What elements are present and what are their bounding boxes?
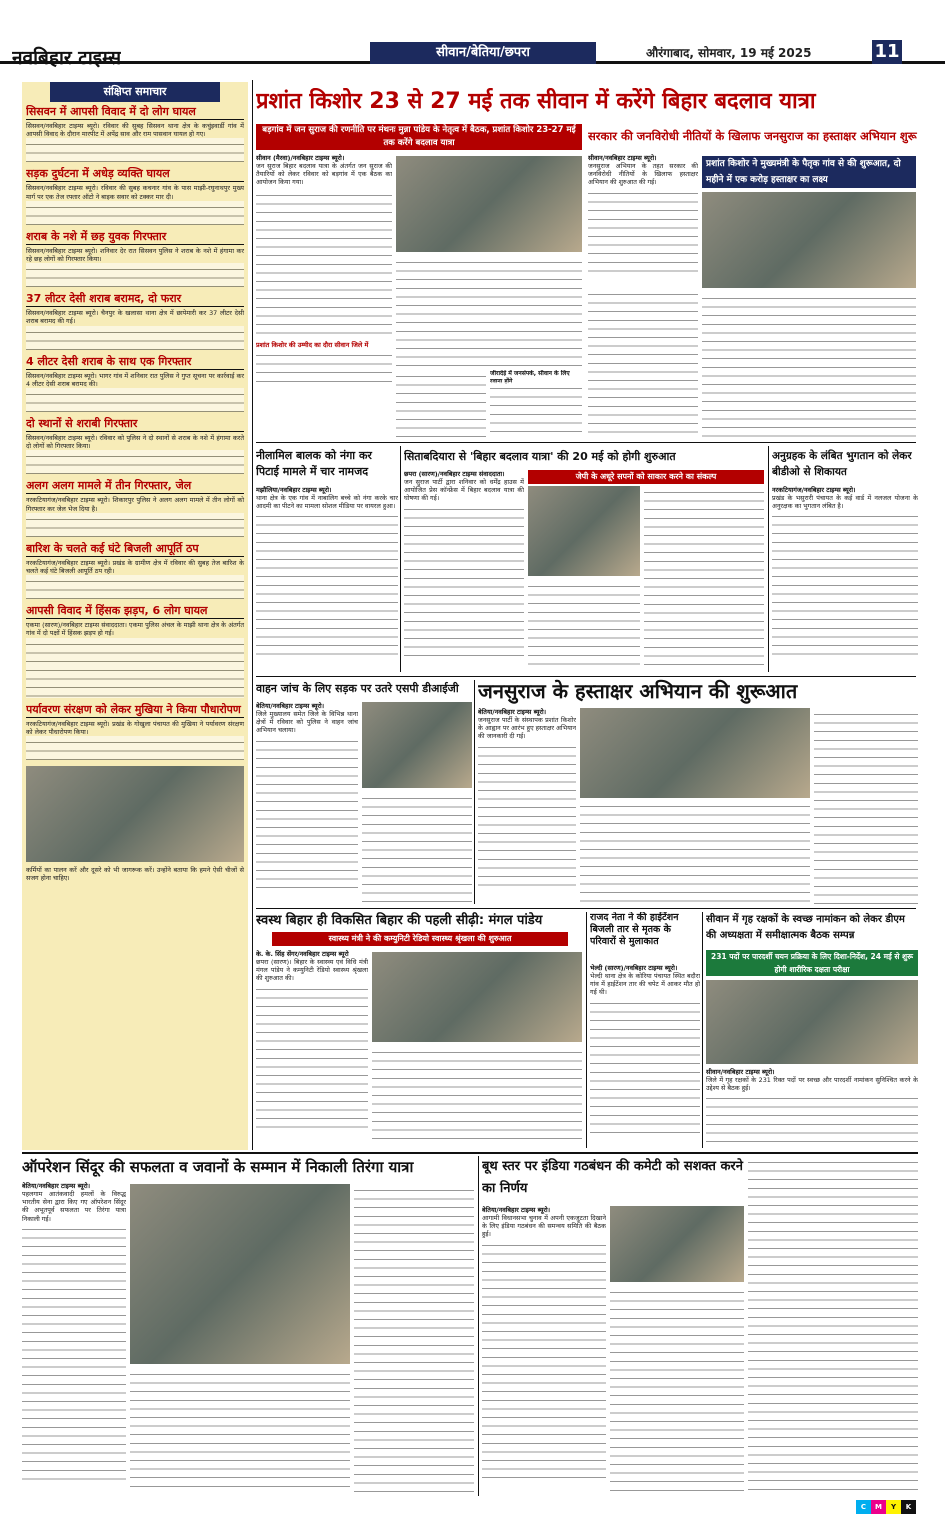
photo-caption: कर्मियों का पालन करें और दूसरे को भी जागरूक करें। उन्होंने बताया कि हमने ऐसी चीजों से सजग होना चाहिए। — [26, 866, 244, 883]
vahan-photo — [362, 702, 472, 788]
lead-rubric: बड़गांव में जन सुराज की रणनीति पर मंथनः मुन्ना पांडेय के नेतृत्व में बैठक, प्रशांत किशोर 23-27 मई तक करेंगे बदलाव यात्रा — [256, 124, 582, 150]
brief-title: सड़क दुर्घटना में अधेड़ व्यक्ति घायल — [26, 167, 244, 182]
sitab-headline: सिताबदियारा से 'बिहार बदलाव यात्रा' की 20 मई को होगी शुरुआत — [404, 450, 676, 463]
swasth-body — [256, 950, 368, 1146]
signature-text: जनसुराज अभियान के तहत सरकार की जनविरोधी नीतियों के खिलाफ हस्ताक्षर अभियान की शुरुआत की गई। — [588, 162, 698, 187]
anugrah-headline: अनुग्रहक के लंबित भुगतान को लेकर बीडीओ से शिकायत — [772, 450, 912, 478]
sitab-bar: जेपी के अधूरे सपनों को साकार करने का संकल्प — [528, 470, 764, 484]
brief-text: एकमा (सारण)/नवबिहार टाइम्स संवाददाता। एकमा पुलिस अंचल के माझी थाना क्षेत्र के अंतर्गत गांव में दो पक्षों में हिंसक झड़प हो गई। — [26, 621, 244, 638]
swasth-photo — [372, 952, 582, 1042]
signature-byline: सीवान/नवबिहार टाइम्स ब्यूरो। — [588, 154, 657, 162]
nilami-byline: मझौलिया/नवबिहार टाइम्स ब्यूरो। — [256, 486, 332, 494]
brief-title: 4 लीटर देसी शराब के साथ एक गिरफ्तार — [26, 355, 244, 370]
brief-title: सिसवन में आपसी विवाद में दो लोग घायल — [26, 105, 244, 120]
briefs-label: संक्षिप्त समाचार — [50, 82, 220, 102]
brief-text: सिसवन/नवबिहार टाइम्स ब्यूरो। चैनपुर के खलासा थाना क्षेत्र में छापेमारी कर 37 लीटर देसी शराब बरामद की गई। — [26, 309, 244, 326]
brief-text: सिसवन/नवबिहार टाइम्स ब्यूरो। शनिवार देर रात सिसवन पुलिस ने शराब के नशे में हंगामा कर रहे छह लोगों को गिरफ्तार किया। — [26, 246, 244, 264]
swasth-headline: स्वस्थ बिहार ही विकसित बिहार की पहली सीढ़ी: मंगल पांडेय — [256, 913, 543, 928]
paper-name: नवबिहार टाइम्स — [12, 47, 122, 69]
grihrakshak-byline: सीवान/नवबिहार टाइम्स ब्यूरो। — [706, 1068, 775, 1076]
brief-text: सिसवन/नवबिहार टाइम्स ब्यूरो। रविवार की सुबह सिसवन थाना क्षेत्र के कचुंइवार्डी गांव में आपसी विवाद के दौरान मारपीट में अपेंद्र साव और राम पासवान घायल हो गए। — [26, 122, 244, 139]
brief-item — [22, 352, 248, 414]
lead-byline: सीवान (मैरवा)/नवबिहार टाइम्स ब्यूरो। — [256, 154, 345, 162]
sitab-text: जन सुराज पार्टी द्वारा शनिवार को धर्मेंद्र हाउस में आयोजित प्रेस कॉन्फ्रेंस में बिहार बदलाव यात्रा की घोषणा की गई। — [404, 478, 524, 503]
grihrakshak-headline: सीवान में गृह रक्षकों के स्वच्छ नामांकन को लेकर डीएम की अध्यक्षता में समीक्षात्मक बैठक सम्पन्न — [706, 914, 905, 941]
brief-text: नरकटियागंज/नवबिहार टाइम्स ब्यूरो। प्रखंड के ग्रामीण क्षेत्र में रविवार की सुबह तेज बारिश के चलते कई घंटे बिजली आपूर्ति ठप रही। — [26, 558, 244, 576]
brief-text: नरकटियागंज/नवबिहार टाइम्स ब्यूरो। शिकारपुर पुलिस ने अलग अलग मामले में तीन लोगों को गिरफ्तार कर जेल भेज दिया है। — [26, 496, 244, 513]
grihrakshak-body — [706, 1068, 918, 1148]
nilami-headline: नीलामिल बालक को नंगा कर पिटाई मामले में चार नामजद — [256, 449, 372, 478]
brief-text: नरकटियागंज/नवबिहार टाइम्स ब्यूरो। प्रखंड के गोखुला पंचायत की मुखिया ने पर्यावरण संरक्षण को लेकर पौधारोपण किया। — [26, 719, 244, 736]
swasth-bar: स्वास्थ्य मंत्री ने की कम्युनिटी रेडियो स्वास्थ्य श्रृंखला की शुरुआत — [272, 932, 568, 946]
booth-photo — [610, 1206, 744, 1282]
booth-body — [482, 1206, 606, 1496]
cmyk-y: Y — [886, 1500, 901, 1514]
brief-item — [22, 164, 248, 226]
brief-title: अलग अलग मामले में तीन गिरफ्तार, जेल — [26, 479, 244, 494]
column-divider — [252, 80, 253, 1150]
signature-photo — [702, 192, 916, 288]
plantation-photo — [26, 766, 244, 862]
cmyk-m: M — [871, 1500, 886, 1514]
brief-item — [22, 700, 248, 762]
signature-headline: सरकार की जनविरोधी नीतियों के खिलाफ जनसुराज का हस्ताक्षर अभियान शुरू — [588, 129, 917, 143]
brief-title: पर्यावरण संरक्षण को लेकर मुखिया ने किया पौधारोपण — [26, 703, 244, 718]
jansuraj-headline: जनसुराज के हस्ताक्षर अभियान की शुरूआत — [478, 679, 798, 703]
lead-photo — [396, 156, 582, 252]
brief-item — [22, 102, 248, 164]
brief-title: शराब के नशे में छह युवक गिरफ्तार — [26, 230, 244, 245]
brief-title: आपसी विवाद में हिंसक झड़प, 6 लोग घायल — [26, 604, 244, 619]
brief-title: बारिश के चलते कई घंटे बिजली आपूर्ति ठप — [26, 542, 244, 557]
page-number: 11 — [872, 40, 902, 64]
brief-item — [22, 227, 248, 289]
booth-byline: बेतिया/नवबिहार टाइम्स ब्यूरो। — [482, 1206, 551, 1214]
nilami-body — [256, 486, 398, 672]
brief-title: 37 लीटर देसी शराब बरामद, दो फरार — [26, 292, 244, 307]
grihrakshak-bar: 231 पदों पर पारदर्शी चयन प्रक्रिया के लिए दिशा-निर्देश, 24 मई से शुरू होगी शारीरिक दक्षता परीक्षा — [706, 950, 918, 976]
sindoor-text: पहलगाम आतंकवादी हमलों के विरुद्ध भारतीय सेना द्वारा किए गए ऑपरेशन सिंदूर की अभूतपूर्व सफलता पर तिरंगा यात्रा निकाली गई। — [22, 1190, 126, 1223]
rajad-text: भेल्दी थाना क्षेत्र के कोरिया पंचायत स्थित बदौरा गांव में हाईटेंशन तार की चपेट में आकर मौत हो गई थी। — [590, 972, 700, 997]
lead-subhead: जीरादेई में जनसंपर्क, सीवान के लिए — [490, 370, 570, 377]
jansuraj-byline: बेतिया/नवबिहार टाइम्स ब्यूरो। — [478, 708, 547, 716]
vahan-headline: वाहन जांच के लिए सड़क पर उतरे एसपी डीआईजी — [256, 682, 459, 695]
brief-item — [22, 414, 248, 476]
swasth-byline: के. के. सिंह सेंगर/नवबिहार टाइम्स ब्यूरो — [256, 950, 349, 958]
grihrakshak-photo — [706, 980, 918, 1064]
cmyk-strip — [856, 1500, 916, 1514]
brief-text: सिसवन/नवबिहार टाइम्स ब्यूरो। रविवार को पुलिस ने दो स्थानों से शराब के नशे में हंगामा करते दो लोगों को गिरफ्तार किया। — [26, 434, 244, 451]
section-label: सीवान/बेतिया/छपरा — [370, 42, 596, 64]
edition-date: औरंगाबाद, सोमवार, 19 मई 2025 — [646, 46, 812, 60]
sindoor-headline: ऑपरेशन सिंदूर की सफलता व जवानों के सम्मान में निकाली तिरंगा यात्रा — [22, 1158, 414, 1176]
brief-title: दो स्थानों से शराबी गिरफ्तार — [26, 417, 244, 432]
nilami-text: थाना क्षेत्र के एक गांव में नाबालिग बच्चे को नंगा करके चार आदमी का पीटने का मामला सोशल मीडिया पर वायरल हुआ। — [256, 494, 398, 511]
brief-item — [22, 539, 248, 601]
lead-highlight: प्रशांत किशोर की उम्मीद का दौरा सीवान जिले में — [256, 340, 369, 349]
vahan-body — [256, 702, 358, 902]
cmyk-k: K — [901, 1500, 916, 1514]
jansuraj-text: जनसुराज पार्टी के संस्थापक प्रशांत किशोर के आह्वान पर आरंभ हुए हस्ताक्षर अभियान की जानकारी दी गई। — [478, 716, 576, 741]
booth-text: आगामी विधानसभा चुनाव में अपनी एकजुटता दिखाने के लिए इंडिया गठबंधन की समन्वय समिति की बैठक हुई। — [482, 1214, 606, 1239]
signature-text-block — [588, 154, 698, 284]
anugrah-text: प्रखंड के भसुरारी पंचायत के कई वार्ड में नलजल योजना के अनुरक्षक का भुगतान लंबित है। — [772, 494, 918, 511]
jansuraj-body — [478, 708, 576, 904]
cmyk-c: C — [856, 1500, 871, 1514]
vahan-text: जिले मुख्यालय समेत जिले के विभिन्न थाना क्षेत्रों में रविवार को पुलिस ने वाहन जांच अभियान चलाया। — [256, 710, 358, 735]
sindoor-byline: बेतिया/नवबिहार टाइम्स ब्यूरो। — [22, 1182, 91, 1190]
lead-columns — [396, 256, 582, 366]
anugrah-byline: नरकटियागंज/नवबिहार टाइम्स ब्यूरो। — [772, 486, 856, 494]
lead-headline: प्रशांत किशोर 23 से 27 मई तक सीवान में करेंगे बिहार बदलाव यात्रा — [256, 89, 816, 114]
brief-item — [22, 476, 248, 538]
news-briefs-column — [22, 82, 248, 1150]
booth-headline: बूथ स्तर पर इंडिया गठबंधन की कमेटी को सशक्त करने का निर्णय — [482, 1159, 743, 1196]
brief-item — [22, 601, 248, 699]
sitab-photo — [528, 486, 640, 576]
sitab-body — [404, 470, 524, 670]
lead-body — [256, 154, 392, 440]
jansuraj-photo — [580, 708, 810, 798]
anugrah-body — [772, 486, 918, 672]
signature-bar: प्रशांत किशोर ने मुख्यमंत्री के पैतृक गांव से की शुरूआत, दो महीने में एक करोड़ हस्ताक्षर का लक्ष्य — [702, 156, 916, 188]
swasth-text: छपरा (सारण)। बिहार के स्वास्थ्य एवं विधि मंत्री मंगल पांडेय ने कम्युनिटी रेडियो स्वास्थ्य श्रृंखला की शुरुआत की। — [256, 958, 368, 983]
brief-item — [22, 289, 248, 351]
rajad-byline: भेल्दी (सारण)/नवबिहार टाइम्स ब्यूरो। — [590, 964, 678, 972]
sitab-byline: छपरा (सारण)/नवबिहार टाइम्स संवाददाता। — [404, 470, 505, 478]
vahan-byline: बेतिया/नवबिहार टाइम्स ब्यूरो। — [256, 702, 325, 710]
sindoor-body — [22, 1182, 126, 1492]
sindoor-photo — [130, 1184, 350, 1364]
grihrakshak-text: जिले में गृह रक्षकों के 231 रिक्त पदों पर स्वच्छ और पारदर्शी नामांकन सुनिश्चित करने के उद्देश्य से बैठक हुई। — [706, 1076, 918, 1093]
brief-text: सिसवन/नवबिहार टाइम्स ब्यूरो। भागर गांव में शनिवार रात पुलिस ने गुप्त सूचना पर कार्रवाई कर 4 लीटर देसी शराब बरामद की। — [26, 371, 244, 388]
rajad-headline: राजद नेता ने की हाईटेंशन बिजली तार से मृतक के परिवारों से मुलाकात — [590, 912, 679, 947]
brief-text: सिसवन/नवबिहार टाइम्स ब्यूरो। रविवार की सुबह कचनार गांव के पास माझी-रघुनाथपुर मुख्य मार्ग पर एक तेज रफ्तार ऑटो ने बाइक सवार को टक्कर मार दी। — [26, 184, 244, 201]
rajad-body — [590, 964, 700, 1148]
lead-text: जन सुराज बिहार बदलाव यात्रा के अंतर्गत जन सुराज की तैयारियों को लेकर रविवार को बड़गांव में एक बैठक का आयोजन किया गया। — [256, 162, 392, 187]
